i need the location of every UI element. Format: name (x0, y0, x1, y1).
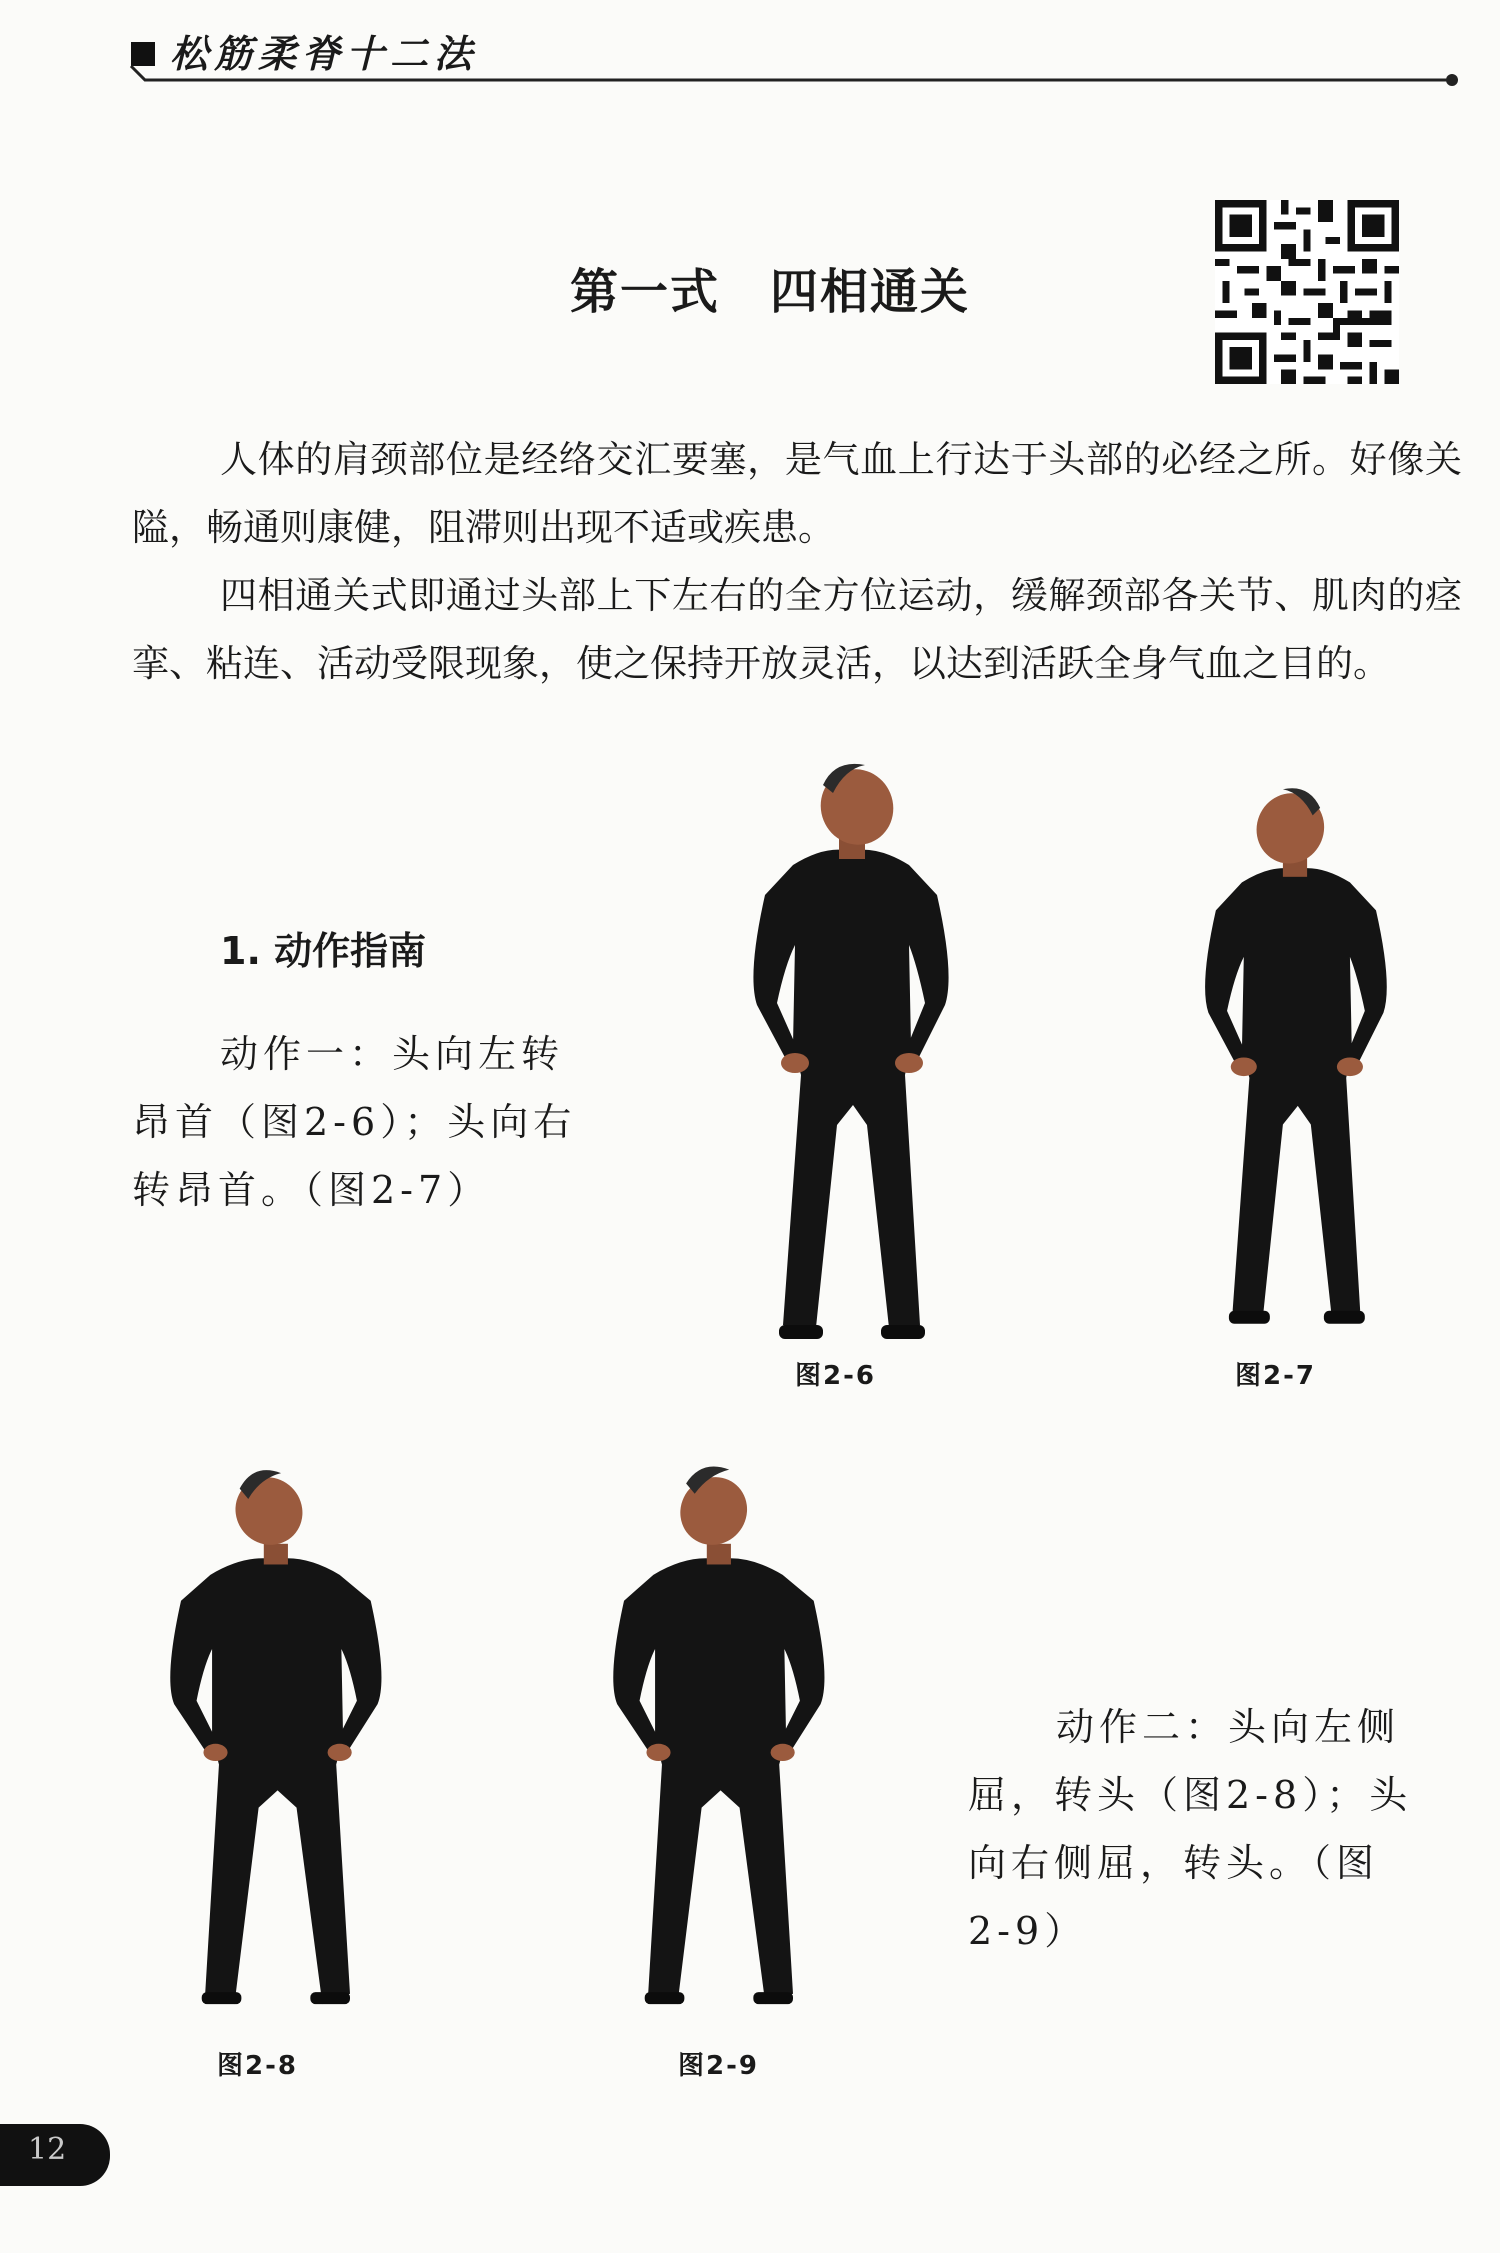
header-bullet (131, 42, 155, 66)
intro-text (132, 426, 1462, 698)
figure-caption-2-8: 图2-8 (217, 2051, 298, 2081)
section-title: 第一式 四相通关 (570, 264, 971, 320)
figure-caption-2-9: 图2-9 (678, 2051, 759, 2081)
action-one-text: 动作一：头向左转昂首（图2-6）；头向右转昂首。（图2-7） (132, 1032, 577, 1212)
qr-code-icon[interactable] (1215, 200, 1399, 384)
intro-paragraph-1: 人体的肩颈部位是经络交汇要塞，是气血上行达于头部的必经之所。好像关隘，畅通则康健，阻滞则出现不适或疾患。 (132, 438, 1462, 549)
figure-caption-2-6: 图2-6 (795, 1361, 876, 1391)
intro-paragraph-2: 四相通关式即通过头部上下左右的全方位运动，缓解颈部各关节、肌肉的痉挛、粘连、活动受限现象，使之保持开放灵活，以达到活跃全身气血之目的。 (132, 574, 1462, 685)
page-number: 12 (28, 2132, 67, 2167)
action-two-text: 动作二：头向左侧屈，转头（图2-8）；头向右侧屈，转头。（图2-9） (968, 1705, 1413, 1953)
figure-2-7-photo (1160, 760, 1430, 1340)
running-title: 松筋柔脊十二法 (170, 31, 479, 76)
figure-2-6-photo (705, 745, 995, 1345)
figure-caption-2-7: 图2-7 (1235, 1361, 1316, 1391)
figure-2-9-photo (593, 1435, 843, 2025)
figure-2-8-photo (150, 1435, 400, 2025)
subheading-action-guide: 1. 动作指南 (220, 929, 427, 973)
